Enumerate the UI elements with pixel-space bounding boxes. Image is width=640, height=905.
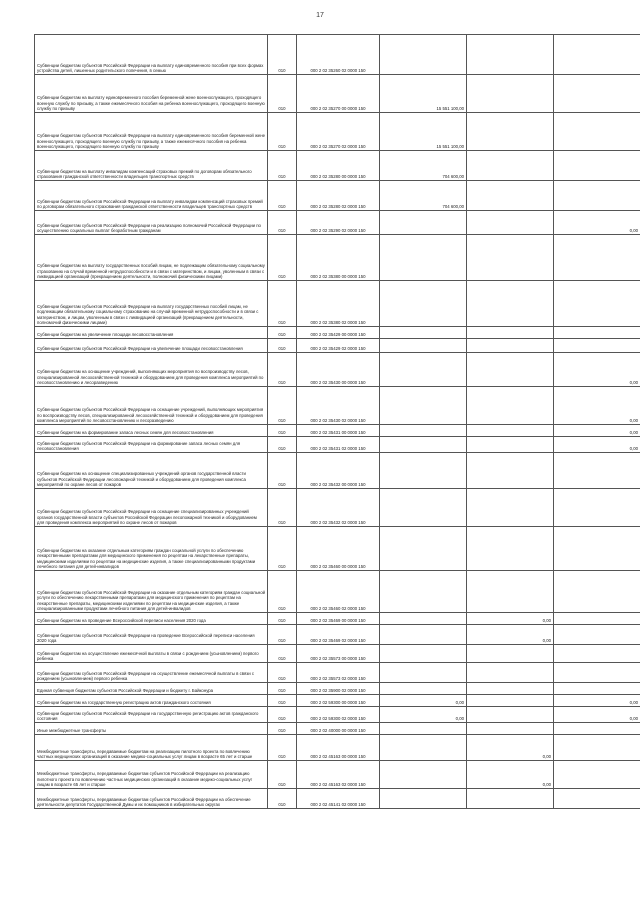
row-amount-3: [554, 527, 640, 571]
row-description: Субвенции бюджетам субъектов Российской Федерации на увеличение площади лесовосстановления: [35, 339, 268, 353]
row-budget-code: 000 2 02 45141 02 0000 150: [297, 789, 380, 809]
table-row: [35, 707, 640, 723]
row-amount-2: [467, 235, 554, 281]
row-amount-1: [380, 527, 467, 571]
row-amount-3: 0,00: [554, 387, 640, 425]
table-row: [35, 327, 640, 339]
row-budget-code: 000 2 02 35430 00 0000 150: [297, 353, 380, 387]
table-row: [35, 613, 640, 625]
row-budget-code: 000 2 02 35573 00 0000 150: [297, 645, 380, 663]
row-amount-3: [554, 327, 640, 339]
table-row: [35, 453, 640, 489]
table-row: [35, 339, 640, 353]
table-row: [35, 235, 640, 281]
row-amount-1: 0,00: [380, 707, 467, 723]
row-code: 010: [268, 735, 297, 761]
row-description: Субвенции бюджетам субъектов Российской Федерации на оказание отдельным категориям граждан социальной услуги по обеспечению лекарственными препаратами для медицинского применения по рецептам на лекарственные препараты, медицинскими изделиями по рецептам на медицинские изделия, а также специализированными продуктами лечебного питания для детей-инвалидов: [35, 571, 268, 613]
table-row: [35, 761, 640, 789]
row-budget-code: 000 2 02 35432 00 0000 150: [297, 453, 380, 489]
row-budget-code: 000 2 02 35280 00 0000 150: [297, 151, 380, 181]
row-description: Субвенции бюджетам субъектов Российской Федерации на формирование запаса лесных семян для лесовосстановления: [35, 437, 268, 453]
row-description: Межбюджетные трансферты, передаваемые бюджетам на реализацию пилотного проекта по вовлечению частных медицинских организаций в оказание медико-социальных услуг лицам в возрасте 65 лет и старше: [35, 735, 268, 761]
row-code: 010: [268, 281, 297, 327]
row-amount-2: [467, 645, 554, 663]
row-amount-2: [467, 707, 554, 723]
row-amount-1: [380, 571, 467, 613]
table-row: [35, 625, 640, 645]
row-code: 010: [268, 789, 297, 809]
row-budget-code: 000 2 02 35270 00 0000 150: [297, 75, 380, 113]
row-description: Субвенции бюджетам на оказание отдельным категориям граждан социальной услуги по обеспечению лекарственными препаратами для медицинского применения по рецептам на лекарственные препараты, медицинскими изделиями по рецептам на медицинские изделия, а также специализированными продуктами лечебного питания для детей-инвалидов: [35, 527, 268, 571]
table-row: [35, 683, 640, 695]
row-amount-1: 15 551 100,00: [380, 75, 467, 113]
row-amount-1: [380, 235, 467, 281]
row-amount-3: [554, 339, 640, 353]
row-amount-1: [380, 683, 467, 695]
row-budget-code: 000 2 02 35380 00 0000 150: [297, 235, 380, 281]
row-amount-2: [467, 281, 554, 327]
row-budget-code: 000 2 02 59300 02 0000 150: [297, 707, 380, 723]
row-budget-code: 000 2 02 35429 02 0000 150: [297, 339, 380, 353]
row-code: 010: [268, 151, 297, 181]
row-description: Субвенции бюджетам субъектов Российской Федерации на выплату инвалидам компенсаций страховых премий по договорам обязательного страхования гражданской ответственности владельцев транспортных средств: [35, 181, 268, 211]
row-budget-code: 000 2 02 35431 00 0000 150: [297, 425, 380, 437]
row-amount-1: [380, 453, 467, 489]
row-code: 010: [268, 113, 297, 151]
row-amount-3: [554, 75, 640, 113]
row-amount-2: 0,00: [467, 613, 554, 625]
table-row: [35, 425, 640, 437]
row-amount-2: 0,00: [467, 735, 554, 761]
row-amount-1: [380, 663, 467, 683]
row-budget-code: 000 2 02 35429 00 0000 150: [297, 327, 380, 339]
row-amount-2: [467, 527, 554, 571]
row-amount-3: 0,00: [554, 425, 640, 437]
row-budget-code: 000 2 02 35469 00 0000 150: [297, 613, 380, 625]
table-row: [35, 723, 640, 735]
row-amount-2: [467, 181, 554, 211]
row-amount-1: [380, 489, 467, 527]
row-amount-2: [467, 789, 554, 809]
row-amount-1: 704 600,00: [380, 181, 467, 211]
row-code: 010: [268, 707, 297, 723]
row-code: 010: [268, 663, 297, 683]
row-budget-code: 000 2 02 35460 02 0000 150: [297, 571, 380, 613]
row-budget-code: 000 2 02 40000 00 0000 150: [297, 723, 380, 735]
row-amount-1: [380, 353, 467, 387]
row-description: Субвенции бюджетам на осуществление ежемесячной выплаты в связи с рождением (усыновлением) первого ребенка: [35, 645, 268, 663]
row-amount-2: [467, 683, 554, 695]
row-budget-code: 000 2 02 45163 00 0000 150: [297, 735, 380, 761]
table-row: [35, 211, 640, 235]
row-amount-2: [467, 425, 554, 437]
row-code: 010: [268, 75, 297, 113]
row-amount-1: 704 600,00: [380, 151, 467, 181]
row-code: 010: [268, 625, 297, 645]
table-row: [35, 489, 640, 527]
row-code: 010: [268, 211, 297, 235]
table-row: [35, 789, 640, 809]
row-budget-code: 000 2 02 35430 02 0000 150: [297, 387, 380, 425]
row-amount-1: [380, 35, 467, 75]
row-amount-3: 0,00: [554, 707, 640, 723]
row-budget-code: 000 2 02 45163 02 0000 150: [297, 761, 380, 789]
row-code: 010: [268, 489, 297, 527]
row-amount-3: [554, 761, 640, 789]
row-code: 010: [268, 339, 297, 353]
table-row: [35, 281, 640, 327]
row-amount-2: [467, 437, 554, 453]
row-amount-1: 15 551 100,00: [380, 113, 467, 151]
row-amount-2: [467, 113, 554, 151]
table-row: [35, 181, 640, 211]
row-description: Субвенции бюджетам субъектов Российской Федерации на проведение Всероссийской переписи населения 2020 года: [35, 625, 268, 645]
row-amount-2: [467, 571, 554, 613]
row-amount-2: [467, 663, 554, 683]
row-amount-2: 0,00: [467, 761, 554, 789]
row-amount-1: [380, 425, 467, 437]
row-amount-1: 0,00: [380, 695, 467, 707]
row-amount-1: [380, 789, 467, 809]
row-amount-3: [554, 235, 640, 281]
row-code: 010: [268, 645, 297, 663]
row-budget-code: 000 2 02 35432 02 0000 150: [297, 489, 380, 527]
row-budget-code: 000 2 02 35380 02 0000 150: [297, 281, 380, 327]
row-amount-1: [380, 437, 467, 453]
row-amount-3: [554, 723, 640, 735]
row-code: 010: [268, 723, 297, 735]
row-description: Единая субвенция бюджетам субъектов Российской Федерации и бюджету г. Байконура: [35, 683, 268, 695]
table-row: [35, 151, 640, 181]
row-amount-2: [467, 723, 554, 735]
row-description: Межбюджетные трансферты, передаваемые бюджетам субъектов Российской Федерации на обеспечение деятельности депутатов Государственной Думы и их помощников в избирательных округах: [35, 789, 268, 809]
row-description: Субвенции бюджетам субъектов Российской Федерации на реализацию полномочий Российской Федерации по осуществлению социальных выплат безработным гражданам: [35, 211, 268, 235]
row-amount-2: [467, 695, 554, 707]
row-amount-3: 0,00: [554, 695, 640, 707]
row-budget-code: 000 2 02 35460 00 0000 150: [297, 527, 380, 571]
row-budget-code: 000 2 02 35290 02 0000 150: [297, 211, 380, 235]
row-amount-3: 0,00: [554, 437, 640, 453]
budget-table-body: [35, 35, 640, 809]
row-code: 010: [268, 571, 297, 613]
row-description: Субвенции бюджетам на оснащение специализированных учреждений органов государственной власти субъектов Российской Федерации лесопожарной техникой и оборудованием для проведения комплекса мероприятий по охране лесов от пожаров: [35, 453, 268, 489]
row-code: 010: [268, 425, 297, 437]
row-budget-code: 000 2 02 35469 02 0000 150: [297, 625, 380, 645]
row-amount-3: [554, 571, 640, 613]
row-amount-1: [380, 761, 467, 789]
row-amount-1: [380, 613, 467, 625]
row-code: 010: [268, 613, 297, 625]
row-amount-1: [380, 625, 467, 645]
row-code: 010: [268, 527, 297, 571]
row-description: Субвенции бюджетам на увеличение площади лесовосстановления: [35, 327, 268, 339]
row-amount-3: [554, 281, 640, 327]
row-amount-2: 0,00: [467, 625, 554, 645]
row-amount-1: [380, 211, 467, 235]
row-amount-3: [554, 35, 640, 75]
row-amount-2: [467, 211, 554, 235]
row-code: 010: [268, 353, 297, 387]
row-amount-1: [380, 327, 467, 339]
row-amount-3: [554, 789, 640, 809]
row-description: Субвенции бюджетам субъектов Российской Федерации на выплату единовременного пособия беременной жене военнослужащего, проходящего военную службу по призыву, а также ежемесячного пособия на ребенка военнослужащего, проходящего военную службу по призыву: [35, 113, 268, 151]
row-amount-3: [554, 113, 640, 151]
row-description: Субвенции бюджетам субъектов Российской Федерации на выплату государственных пособий лицам, не подлежащим обязательному социальному страхованию на случай временной нетрудоспособности и в связи с материнством, и лицам, уволенным в связи с ликвидацией организаций (прекращением деятельности, полномочий физическими лицами): [35, 281, 268, 327]
row-amount-3: [554, 613, 640, 625]
row-amount-2: [467, 353, 554, 387]
row-amount-3: 0,00: [554, 211, 640, 235]
row-description: Субвенции бюджетам субъектов Российской Федерации на оснащение учреждений, выполняющих мероприятия по воспроизводству лесов, специализированной лесохозяйственной техникой и оборудованием для проведения комплекса мероприятий по лесовосстановлению и лесоразведению: [35, 387, 268, 425]
row-code: 010: [268, 387, 297, 425]
row-description: Субвенции бюджетам на государственную регистрацию актов гражданского состояния: [35, 695, 268, 707]
row-amount-2: [467, 75, 554, 113]
row-amount-1: [380, 723, 467, 735]
table-row: [35, 571, 640, 613]
budget-table: [34, 34, 640, 809]
row-description: Межбюджетные трансферты, передаваемые бюджетам субъектов Российской Федерации на реализацию пилотного проекта по вовлечению частных медицинских организаций в оказание медико-социальных услуг лицам в возрасте 65 лет и старше: [35, 761, 268, 789]
row-code: 010: [268, 327, 297, 339]
table-row: [35, 663, 640, 683]
row-amount-3: [554, 181, 640, 211]
row-amount-2: [467, 339, 554, 353]
row-amount-3: [554, 625, 640, 645]
row-amount-2: [467, 489, 554, 527]
row-code: 010: [268, 437, 297, 453]
row-amount-3: [554, 453, 640, 489]
row-amount-2: [467, 453, 554, 489]
table-row: [35, 113, 640, 151]
table-row: [35, 735, 640, 761]
row-amount-3: [554, 663, 640, 683]
row-amount-3: [554, 683, 640, 695]
row-description: Субвенции бюджетам субъектов Российской Федерации на оснащение специализированных учреждений органов государственной власти субъектов Российской Федерации лесопожарной техникой и оборудованием для проведения комплекса мероприятий по охране лесов от пожаров: [35, 489, 268, 527]
row-code: 010: [268, 235, 297, 281]
table-row: [35, 35, 640, 75]
row-amount-3: [554, 735, 640, 761]
row-amount-3: [554, 645, 640, 663]
row-description: Субвенции бюджетам субъектов Российской Федерации на выплату единовременного пособия при всех формах устройства детей, лишенных родительского попечения, в семью: [35, 35, 268, 75]
row-code: 010: [268, 761, 297, 789]
row-amount-3: [554, 489, 640, 527]
row-amount-3: 0,00: [554, 353, 640, 387]
row-description: Субвенции бюджетам субъектов Российской Федерации на осуществление ежемесячной выплаты в связи с рождением (усыновлением) первого ребенка: [35, 663, 268, 683]
row-budget-code: 000 2 02 35431 02 0000 150: [297, 437, 380, 453]
table-row: [35, 75, 640, 113]
row-description: Субвенции бюджетам на оснащение учреждений, выполняющих мероприятия по воспроизводству лесов, специализированной лесохозяйственной техникой и оборудованием для проведения комплекса мероприятий по лесовосстановлению и лесоразведению: [35, 353, 268, 387]
row-code: 010: [268, 181, 297, 211]
row-amount-1: [380, 645, 467, 663]
row-budget-code: 000 2 02 35270 02 0000 150: [297, 113, 380, 151]
row-code: 010: [268, 695, 297, 707]
row-amount-2: [467, 151, 554, 181]
table-row: [35, 527, 640, 571]
row-amount-1: [380, 281, 467, 327]
table-row: [35, 695, 640, 707]
table-row: [35, 353, 640, 387]
row-description: Субвенции бюджетам на проведение Всероссийской переписи населения 2020 года: [35, 613, 268, 625]
page-number: 17: [316, 12, 324, 19]
row-code: 010: [268, 683, 297, 695]
row-budget-code: 000 2 02 35280 02 0000 150: [297, 181, 380, 211]
row-code: 010: [268, 35, 297, 75]
row-amount-1: [380, 339, 467, 353]
row-description: Субвенции бюджетам на выплату государственных пособий лицам, не подлежащим обязательному социальному страхованию на случай временной нетрудоспособности и в связи с материнством, и лицам, уволенным в связи с ликвидацией организаций (прекращением деятельности, полномочий физическими лицами): [35, 235, 268, 281]
row-description: Субвенции бюджетам на выплату единовременного пособия беременной жене военнослужащего, проходящего военную службу по призыву, а также ежемесячного пособия на ребенка военнослужащего, проходящего военную службу по призыву: [35, 75, 268, 113]
row-code: 010: [268, 453, 297, 489]
row-budget-code: 000 2 02 35260 02 0000 150: [297, 35, 380, 75]
row-budget-code: 000 2 02 35900 02 0000 150: [297, 683, 380, 695]
row-amount-1: [380, 387, 467, 425]
row-amount-2: [467, 387, 554, 425]
row-amount-3: [554, 151, 640, 181]
row-description: Субвенции бюджетам на формирование запаса лесных семян для лесовосстановления: [35, 425, 268, 437]
row-budget-code: 000 2 02 35573 02 0000 150: [297, 663, 380, 683]
row-amount-2: [467, 35, 554, 75]
row-description: Субвенции бюджетам на выплату инвалидам компенсаций страховых премий по договорам обязательного страхования гражданской ответственности владельцев транспортных средств: [35, 151, 268, 181]
row-budget-code: 000 2 02 59300 00 0000 150: [297, 695, 380, 707]
row-description: Субвенции бюджетам субъектов Российской Федерации на государственную регистрацию актов гражданского состояния: [35, 707, 268, 723]
row-amount-2: [467, 327, 554, 339]
table-row: [35, 387, 640, 425]
table-row: [35, 645, 640, 663]
row-amount-1: [380, 735, 467, 761]
row-description: Иные межбюджетные трансферты: [35, 723, 268, 735]
table-row: [35, 437, 640, 453]
